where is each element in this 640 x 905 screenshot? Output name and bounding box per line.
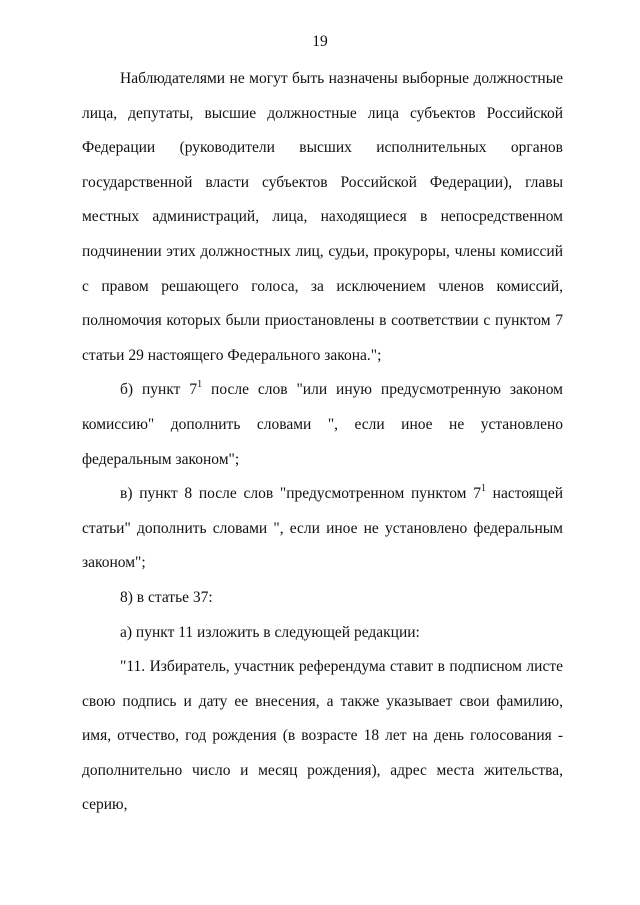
paragraph-item-a: а) пункт 11 изложить в следующей редакции: — [120, 623, 420, 641]
item-v-superscript: 1 — [480, 483, 486, 495]
item-b-text-start: б) пункт 7 — [120, 381, 198, 399]
paragraph-article-37: 8) в статье 37: — [120, 588, 213, 606]
item-v-text-start: в) пункт 8 после слов "предусмотренном пунктом 7 — [120, 485, 481, 503]
page-number: 19 — [312, 33, 328, 50]
item-v-text-end: настоящей статьи" дополнить словами ", если иное не установлено федеральным законом"; — [82, 485, 563, 572]
paragraph-item-b — [82, 373, 563, 477]
item-b-text-end: после слов "или иную предусмотренную законом комиссию" дополнить словами ", если иное не установлено федеральным законом"; — [82, 381, 563, 468]
paragraph-item-v — [82, 477, 563, 581]
document-body — [82, 62, 563, 823]
paragraph-point-11: "11. Избиратель, участник референдума ставит в подписном листе свою подпись и дату ее внесения, а также указывает свои фамилию, имя, отчество, год рождения (в возрасте 18 лет на день голосования - дополнительно число и месяц рождения), адрес места жительства, серию, — [82, 658, 563, 814]
item-b-superscript: 1 — [197, 379, 203, 391]
paragraph-observers: Наблюдателями не могут быть назначены выборные должностные лица, депутаты, высшие должностные лица субъектов Российской Федерации (руководители высших исполнительных органов государственной власти субъектов Российской Федерации), главы местных администраций, лица, находящиеся в непосредственном подчинении этих должностных лиц, судьи, прокуроры, члены комиссий с правом решающего голоса, за исключением членов комиссий, полномочия которых были приостановлены в соответствии с пунктом 7 статьи 29 настоящего Федерального закона."; — [82, 70, 563, 364]
